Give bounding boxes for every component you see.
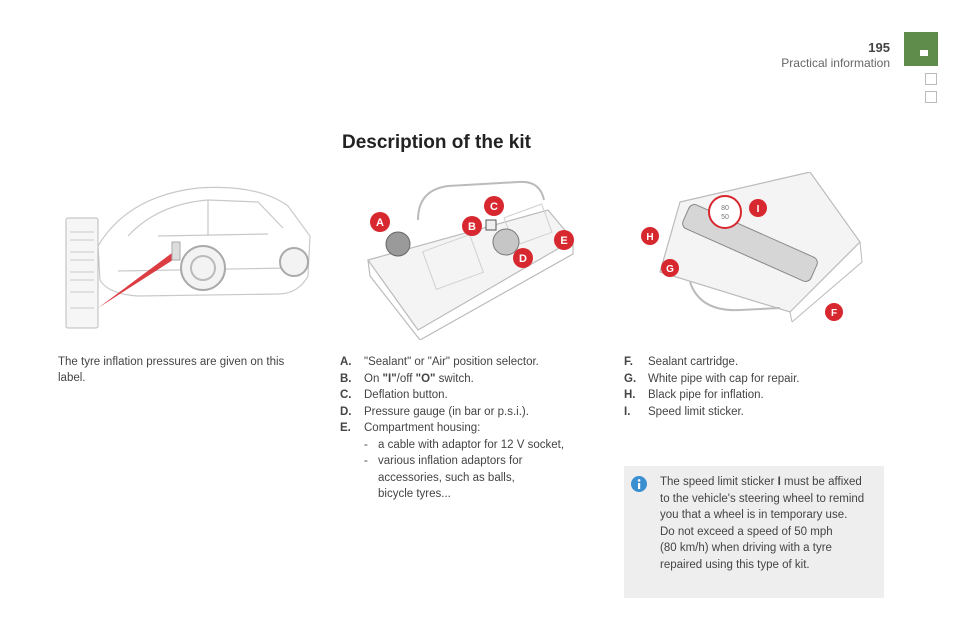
label-a: A [376,217,384,229]
list-item: E. Compartment housing: [340,422,481,434]
list-item: F. Sealant cartridge. [624,356,739,368]
chapter-box [925,73,937,85]
kit-open-illustration [640,172,864,322]
label-b: B [468,221,476,233]
sub-item: - various inflation adaptors for [364,455,523,467]
chapter-box [925,91,937,103]
car-illustration [58,176,316,336]
chapter-tab [904,32,938,66]
section-title: Practical information [781,56,890,70]
parts-list-a-e: A. "Sealant" or "Air" position selector. B. On "I"/off "O" switch. C. Deflation button. D. Pressure gauge (in bar or p.s.i.). E. Compartment housing: - a cable with adaptor for 12 V socket, - various inflation adaptors for accessories, such as balls, bicycle tyres... [340,354,610,503]
label-i: I [756,204,760,215]
label-g: G [666,264,674,275]
label-f: F [830,308,838,319]
page-title: Description of the kit [342,132,531,153]
list-item: G. White pipe with cap for repair. [624,372,800,385]
note-text: The speed limit sticker I must be affixed to the vehicle's steering wheel to remind you that a wheel is in temporary use. Do not exceed a speed of 50 mph (80 km/h) when driving with a tyre repaired using this type of kit. [660,476,865,571]
info-icon [631,476,647,492]
list-item: D. Pressure gauge (in bar or p.s.i.). [340,405,529,418]
list-item: B. On "I"/off "O" switch. [340,372,474,385]
label-c: C [490,201,498,213]
label-e: E [560,235,568,247]
list-item: H. Black pipe for inflation. [624,389,764,401]
label-h: H [646,232,654,243]
sticker-80: 80 [721,205,729,212]
info-note [624,466,884,598]
parts-list-f-i [624,354,884,420]
list-item: I. Speed limit sticker. [624,405,744,418]
kit-closed-illustration [358,180,588,340]
sticker-50: 50 [721,214,729,221]
page-number: 195 [868,40,890,55]
list-item: A. "Sealant" or "Air" position selector. [340,356,539,368]
tab-marker [920,50,928,56]
label-d: D [519,253,527,265]
list-item: C. Deflation button. [340,389,448,401]
label-caption: The tyre inflation pressures are given on this label. [58,356,285,384]
sub-item: - a cable with adaptor for 12 V socket, [364,438,565,451]
